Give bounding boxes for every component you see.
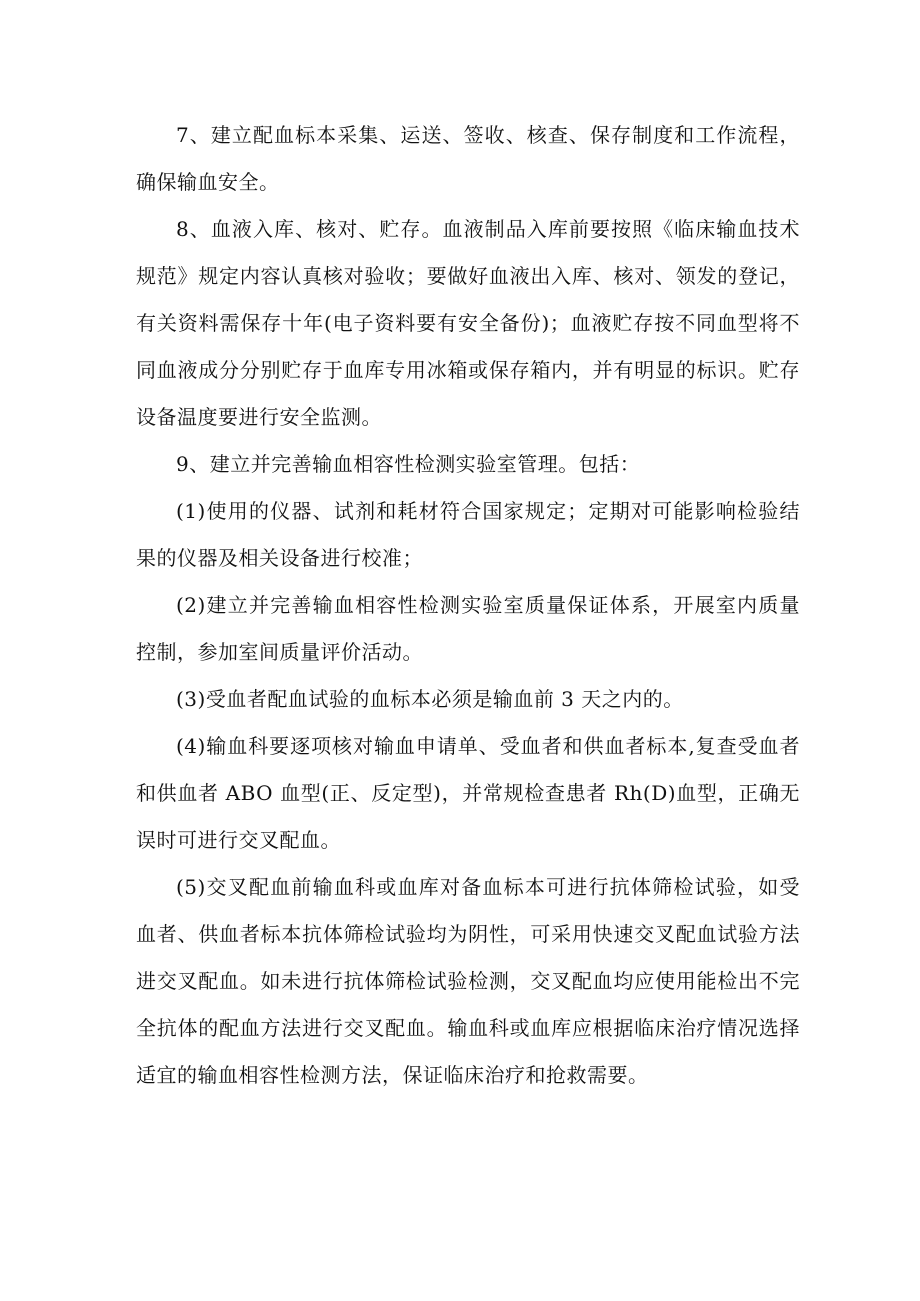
paragraph-9-item-3: (3)受血者配血试验的血标本必须是输血前 3 天之内的。 [176, 687, 684, 711]
paragraph-9-item-2: (2)建立并完善输血相容性检测实验室质量保证体系，开展室内质量控制，参加室间质量评价活动。 [136, 593, 800, 664]
paragraph-9-item-1: (1)使用的仪器、试剂和耗材符合国家规定；定期对可能影响检验结果的仪器及相关设备进行校准； [136, 499, 800, 570]
paragraph-9-item-4: (4)输血科要逐项核对输血申请单、受血者和供血者标本,复查受血者和供血者 ABO 血型(正、反定型)，并常规检查患者 Rh(D)血型，正确无误时可进行交叉配血。 [136, 734, 800, 852]
paragraph-9-item-5: (5)交叉配血前输血科或血库对备血标本可进行抗体筛检试验，如受血者、供血者标本抗体筛检试验均为阴性，可采用快速交叉配血试验方法进交叉配血。如未进行抗体筛检试验检测，交叉配血均应使用能检出不完全抗体的配血方法进行交叉配血。输血科或血库应根据临床治疗情况选择适宜的输血相容性检测方法，保证临床治疗和抢救需要。 [136, 875, 800, 1087]
paragraph-9: 9、建立并完善输血相容性检测实验室管理。包括： [176, 452, 641, 476]
document-body [136, 112, 800, 1099]
paragraph-8: 8、血液入库、核对、贮存。血液制品入库前要按照《临床输血技术规范》规定内容认真核对验收；要做好血液出入库、核对、领发的登记，有关资料需保存十年(电子资料要有安全备份)；血液贮存按不同血型将不同血液成分分别贮存于血库专用冰箱或保存箱内，并有明显的标识。贮存设备温度要进行安全监测。 [136, 217, 800, 429]
paragraph-7: 7、建立配血标本采集、运送、签收、核查、保存制度和工作流程，确保输血安全。 [136, 123, 800, 194]
